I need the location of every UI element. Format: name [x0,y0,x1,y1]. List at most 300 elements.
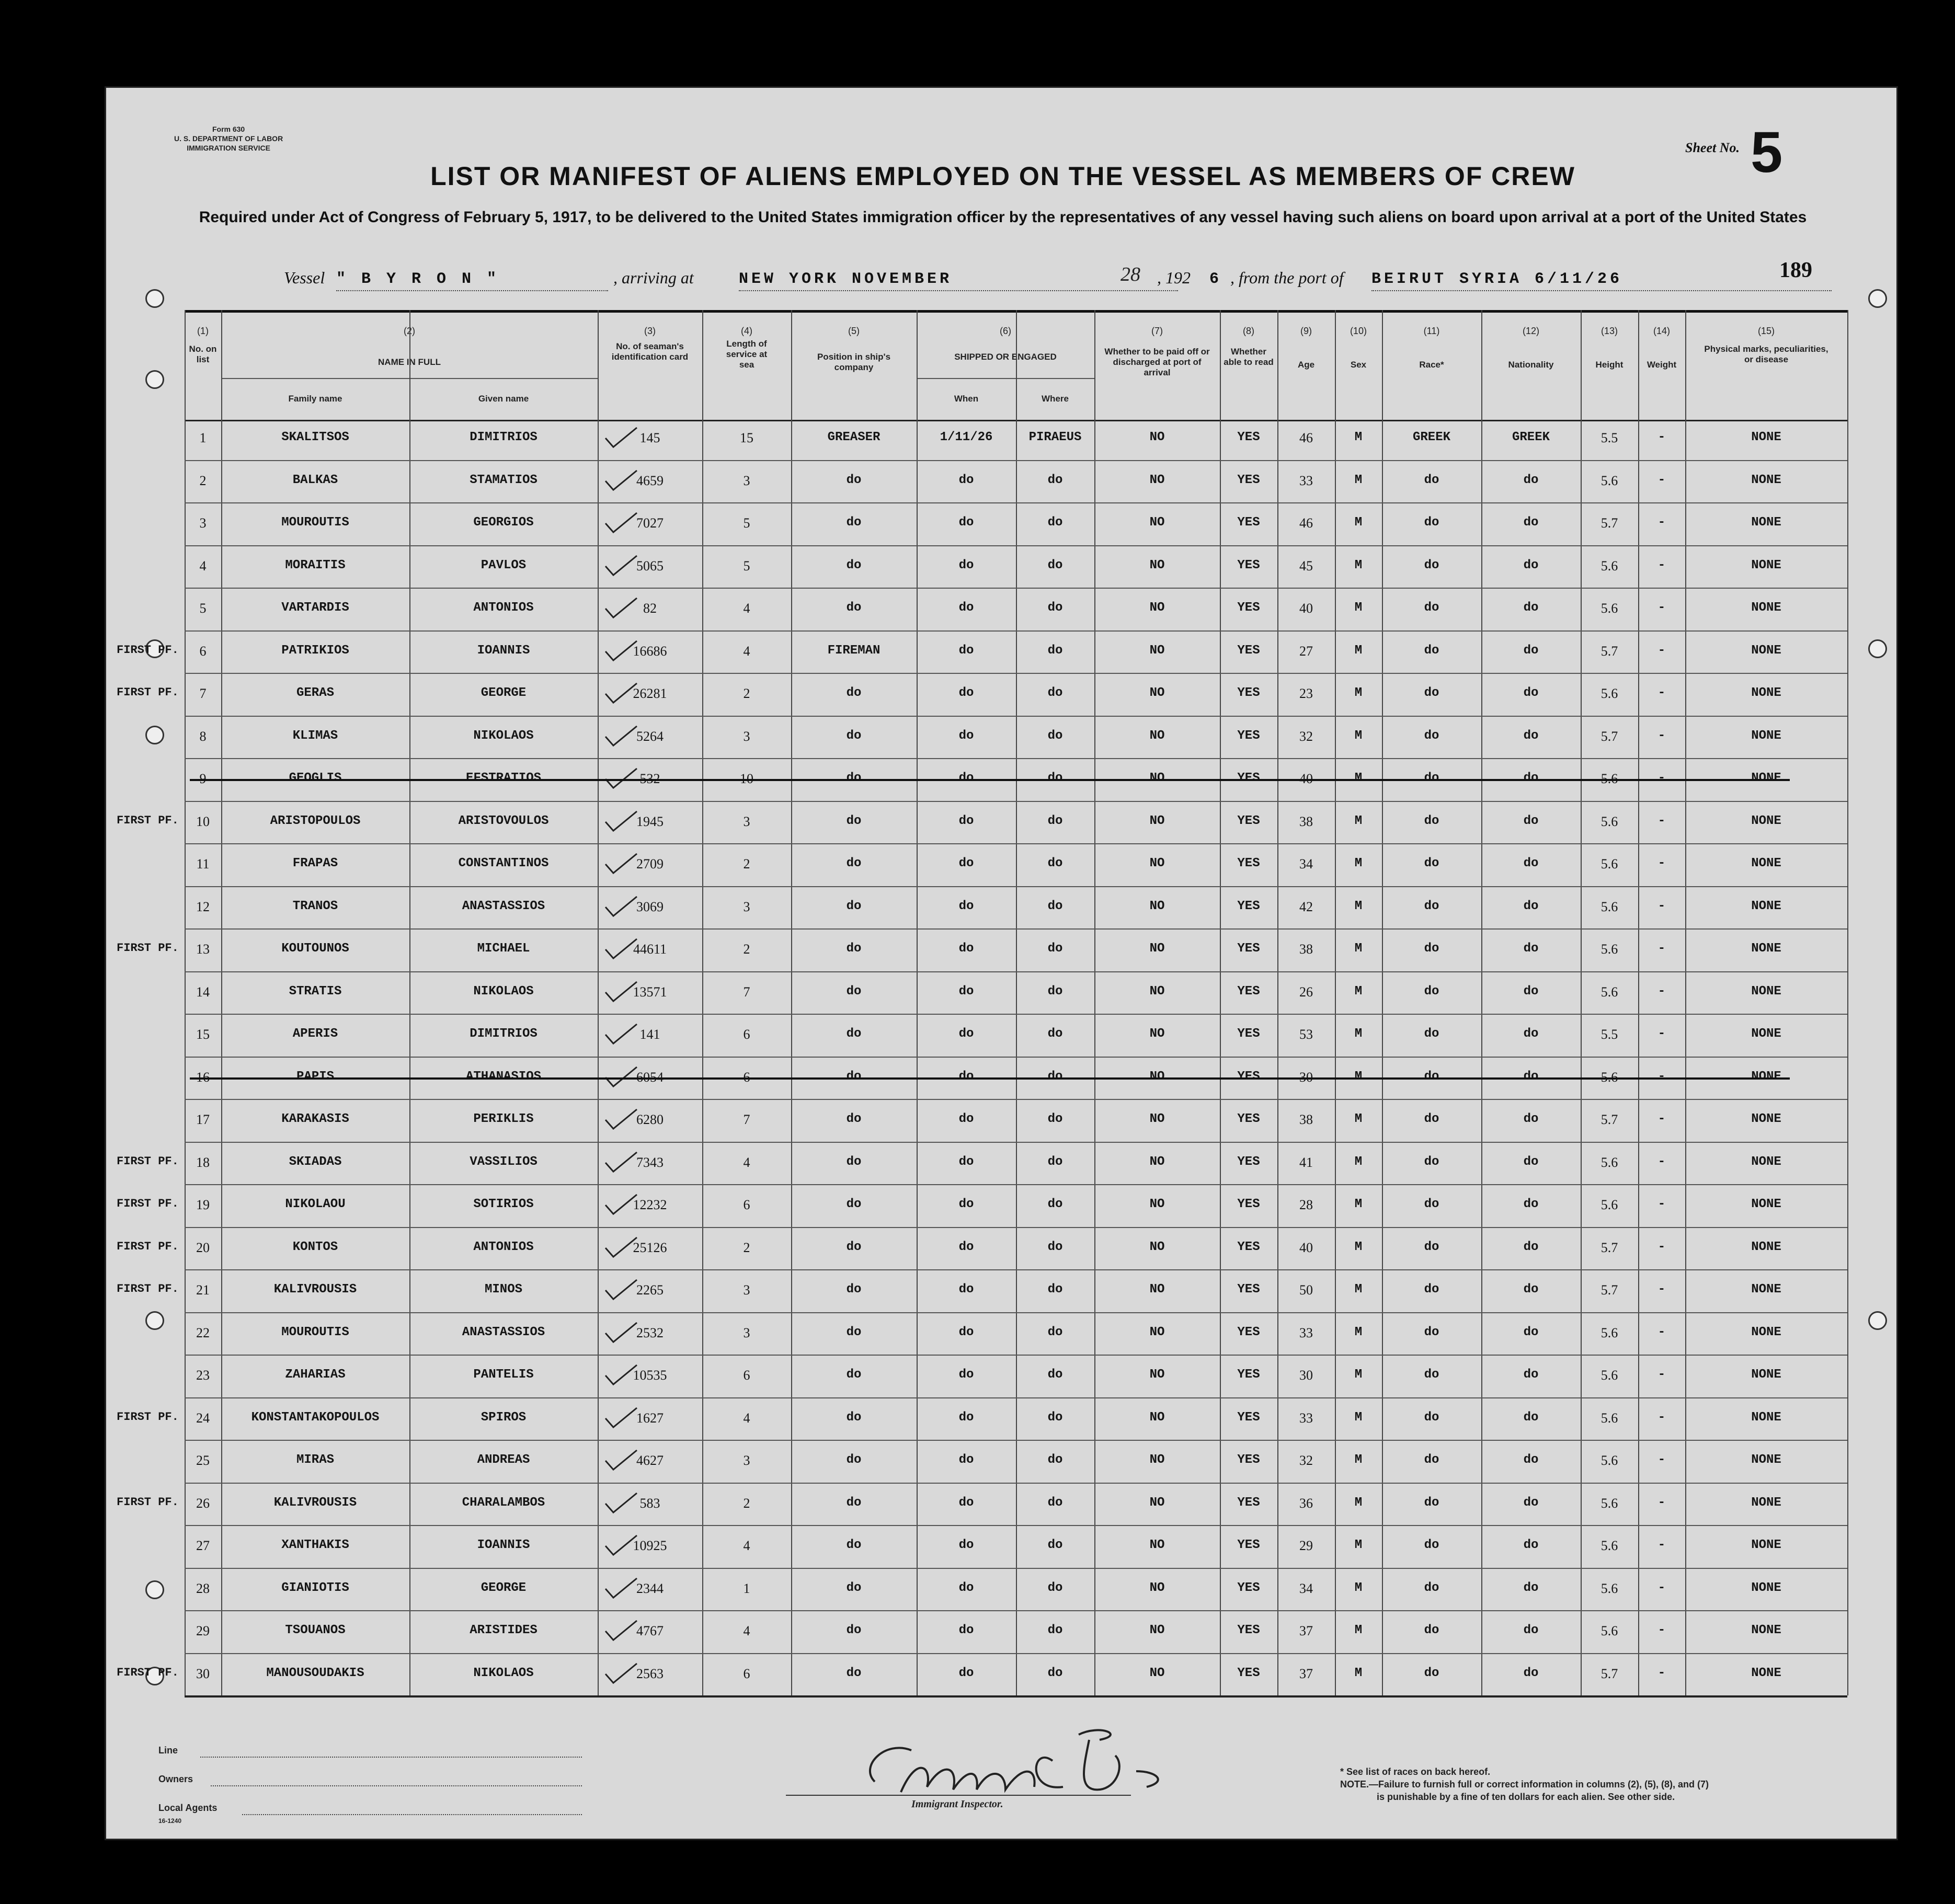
row-when: do [958,856,974,870]
row-paid: NO [1149,1410,1165,1425]
row-read: YES [1237,686,1260,700]
row-family: PATRIKIOS [281,643,349,658]
row-paid: NO [1149,1623,1165,1637]
row-height: 5.7 [1600,1666,1618,1681]
row-race: do [1424,813,1439,828]
row-service: 4 [743,643,750,659]
vessel-name: " B Y R O N " [336,270,500,288]
row-given: PERIKLIS [473,1112,534,1126]
punch-hole [145,289,164,308]
row-rule [185,1568,1847,1569]
row-where: do [1047,813,1063,828]
col13-label: Height [1595,360,1624,370]
row-when: do [958,1027,974,1041]
row-no: 11 [196,856,210,871]
row-race: do [1424,473,1439,487]
row-card: 16686 [633,643,667,659]
row-height: 5.6 [1600,1154,1618,1170]
row-rule [185,1653,1847,1654]
row-family: NIKOLAOU [285,1197,346,1211]
row-nat: do [1523,558,1539,572]
row-margin-note: FIRST PF. [117,1240,179,1253]
check-mark-icon [603,809,639,835]
row-given: PANTELIS [473,1368,534,1382]
row-service: 3 [743,813,750,829]
row-position: do [846,686,862,700]
row-read: YES [1237,515,1260,530]
row-race: do [1424,1069,1439,1084]
row-where: PIRAEUS [1028,430,1082,444]
row-when: do [958,1112,974,1126]
row-weight: - [1657,1325,1666,1339]
row-paid: NO [1149,1240,1165,1254]
check-mark-icon [603,1192,639,1218]
row-sex: M [1354,1666,1363,1680]
row-service: 10 [740,771,753,786]
row-no: 26 [196,1495,210,1511]
row-card: 12232 [633,1197,667,1212]
row-no: 19 [196,1197,210,1212]
row-position: do [846,1495,862,1510]
row-paid: NO [1149,1112,1165,1126]
row-margin-note: FIRST PF. [117,686,179,699]
row-paid: NO [1149,686,1165,700]
punch-hole [1868,289,1887,308]
row-rule [185,588,1847,589]
row-height: 5.7 [1600,1240,1618,1255]
row-marks: NONE [1751,1027,1781,1041]
row-marks: NONE [1751,1325,1781,1339]
row-card: 2532 [636,1325,664,1340]
col5-label: Position in ship's company [817,352,891,372]
row-family: APERIS [292,1027,338,1041]
column-rule [1847,310,1848,1695]
row-nat: do [1523,1069,1539,1084]
row-height: 5.6 [1600,856,1618,871]
col7-num: (7) [1151,326,1163,336]
check-mark-icon [603,1533,639,1559]
col2-given: Given name [478,394,529,404]
col2-family: Family name [288,394,342,404]
row-position: do [846,1112,862,1126]
row-age: 40 [1299,771,1313,786]
col8-num: (8) [1243,326,1254,336]
row-position: do [846,1197,862,1211]
row-marks: NONE [1751,686,1781,700]
check-mark-icon [603,468,639,494]
row-height: 5.7 [1600,1112,1618,1127]
col7-label: Whether to be paid off or discharged at port of arrival [1104,347,1210,377]
row-service: 6 [743,1197,750,1212]
row-paid: NO [1149,1154,1165,1169]
row-position: do [846,1027,862,1041]
row-race: do [1424,1623,1439,1637]
row-age: 26 [1299,984,1313,1000]
row-marks: NONE [1751,899,1781,913]
row-where: do [1047,856,1063,870]
row-height: 5.6 [1600,813,1618,829]
row-family: MOUROUTIS [281,515,349,530]
row-given: CHARALAMBOS [462,1495,545,1510]
row-no: 21 [196,1282,210,1298]
row-read: YES [1237,728,1260,743]
row-paid: NO [1149,1538,1165,1552]
row-race: do [1424,686,1439,700]
row-height: 5.6 [1600,686,1618,701]
row-age: 50 [1299,1282,1313,1298]
row-rule [185,1355,1847,1356]
row-read: YES [1237,1495,1260,1510]
row-marks: NONE [1751,558,1781,572]
row-no: 3 [199,515,207,531]
col1-label: No. on list [189,344,217,364]
row-when: do [958,1453,974,1467]
row-rule [185,630,1847,632]
row-age: 33 [1299,1410,1313,1426]
sheet-number: 5 [1751,120,1783,185]
col8-label: Whether able to read [1224,347,1274,367]
row-where: do [1047,1154,1063,1169]
row-position: FIREMAN [827,643,881,658]
row-weight: - [1657,899,1666,913]
row-read: YES [1237,1453,1260,1467]
row-nat: do [1523,515,1539,530]
row-age: 46 [1299,430,1313,445]
row-position: do [846,1368,862,1382]
row-family: BALKAS [292,473,338,487]
row-height: 5.6 [1600,942,1618,957]
row-weight: - [1657,1027,1666,1041]
row-nat: do [1523,813,1539,828]
row-marks: NONE [1751,1410,1781,1425]
row-weight: - [1657,1580,1666,1595]
row-given: ARISTOVOULOS [458,813,549,828]
row-position: do [846,1623,862,1637]
row-given: ANASTASSIOS [462,899,545,913]
check-mark-icon [603,595,639,622]
row-when: do [958,473,974,487]
row-read: YES [1237,1240,1260,1254]
row-no: 18 [196,1154,210,1170]
manifest-sheet [105,86,1898,1840]
row-height: 5.6 [1600,1368,1618,1383]
row-card: 7027 [636,515,664,531]
row-where: do [1047,1410,1063,1425]
row-where: do [1047,473,1063,487]
row-sex: M [1354,1197,1363,1211]
row-height: 5.6 [1600,1197,1618,1212]
row-service: 2 [743,686,750,701]
row-age: 34 [1299,1580,1313,1596]
row-position: do [846,899,862,913]
row-weight: - [1657,558,1666,572]
row-age: 37 [1299,1666,1313,1681]
row-where: do [1047,1538,1063,1552]
row-paid: NO [1149,558,1165,572]
row-position: do [846,1580,862,1595]
row-family: TRANOS [292,899,338,913]
row-card: 25126 [633,1240,667,1255]
row-race: do [1424,1666,1439,1680]
row-when: do [958,1666,974,1680]
row-position: do [846,601,862,615]
row-given: IOANNIS [477,643,530,658]
row-when: do [958,1069,974,1084]
row-rule [185,758,1847,759]
row-no: 24 [196,1410,210,1426]
row-paid: NO [1149,1666,1165,1680]
row-paid: NO [1149,1282,1165,1297]
row-read: YES [1237,1325,1260,1339]
row-paid: NO [1149,728,1165,743]
row-card: 2563 [636,1666,664,1681]
row-race: do [1424,1154,1439,1169]
row-family: GERAS [296,686,334,700]
row-given: NIKOLAOS [473,1666,534,1680]
row-weight: - [1657,1197,1666,1211]
row-when: do [958,984,974,999]
row-card: 4767 [636,1623,664,1638]
row-read: YES [1237,1027,1260,1041]
row-given: ARISTIDES [470,1623,538,1637]
row-height: 5.7 [1600,515,1618,531]
col12-label: Nationality [1508,360,1554,370]
row-where: do [1047,1580,1063,1595]
row-race: do [1424,1410,1439,1425]
row-family: KALIVROUSIS [273,1282,357,1297]
row-age: 29 [1299,1538,1313,1553]
row-age: 33 [1299,473,1313,488]
row-paid: NO [1149,430,1165,444]
row-service: 4 [743,1154,750,1170]
row-no: 13 [196,942,210,957]
row-no: 30 [196,1666,210,1681]
row-position: do [846,1240,862,1254]
row-service: 3 [743,473,750,488]
row-rule [185,1227,1847,1228]
row-nat: do [1523,1325,1539,1339]
row-marks: NONE [1751,1453,1781,1467]
row-margin-note: FIRST PF. [117,1154,179,1168]
row-race: do [1424,1325,1439,1339]
row-height: 5.5 [1600,1027,1618,1042]
row-when: do [958,728,974,743]
row-when: do [958,601,974,615]
row-nat: do [1523,1282,1539,1297]
row-race: do [1424,1027,1439,1041]
row-given: NIKOLAOS [473,728,534,743]
row-paid: NO [1149,984,1165,999]
row-when: do [958,771,974,785]
row-paid: NO [1149,1368,1165,1382]
row-position: do [846,942,862,956]
row-service: 2 [743,856,750,871]
col9-label: Age [1297,360,1315,370]
row-sex: M [1354,558,1363,572]
row-paid: NO [1149,1197,1165,1211]
strike-through-line [190,779,1790,781]
row-race: do [1424,643,1439,658]
row-card: 82 [643,601,657,616]
check-mark-icon [603,894,639,920]
row-position: do [846,1154,862,1169]
row-family: PAPIS [296,1069,334,1084]
row-paid: NO [1149,813,1165,828]
inspector-signature [854,1703,1178,1818]
row-nat: do [1523,771,1539,785]
row-position: do [846,984,862,999]
row-height: 5.6 [1600,1538,1618,1553]
row-weight: - [1657,1495,1666,1510]
row-sex: M [1354,1538,1363,1552]
form-meta [174,124,283,153]
row-given: CONSTANTINOS [458,856,549,870]
row-service: 6 [743,1368,750,1383]
row-weight: - [1657,1112,1666,1126]
row-height: 5.6 [1600,1325,1618,1340]
row-nat: do [1523,1368,1539,1382]
row-service: 2 [743,1495,750,1511]
row-marks: NONE [1751,643,1781,658]
row-weight: - [1657,984,1666,999]
row-service: 5 [743,558,750,574]
row-race: do [1424,1368,1439,1382]
row-paid: NO [1149,1453,1165,1467]
row-card: 4659 [636,473,664,488]
note-fine-1: NOTE.—Failure to furnish full or correct information in columns (2), (5), (8), and (7) [1340,1779,1709,1790]
punch-hole [1868,639,1887,658]
form-service: IMMIGRATION SERVICE [187,144,270,152]
col5-num: (5) [848,326,860,336]
col2-label: NAME IN FULL [378,357,441,367]
row-service: 15 [740,430,753,445]
col1-num: (1) [197,326,209,336]
row-card: 10535 [633,1368,667,1383]
row-age: 40 [1299,1240,1313,1255]
from-value: BEIRUT SYRIA 6/11/26 [1371,270,1623,288]
row-family: GIANIOTIS [281,1580,349,1595]
row-read: YES [1237,1282,1260,1297]
row-read: YES [1237,601,1260,615]
row-rule [185,1057,1847,1058]
row-age: 33 [1299,1325,1313,1340]
row-rule [185,1269,1847,1270]
row-nat: do [1523,1027,1539,1041]
row-height: 5.6 [1600,558,1618,574]
row-marks: NONE [1751,601,1781,615]
row-position: do [846,1325,862,1339]
row-card: 583 [639,1495,660,1511]
check-mark-icon [603,1022,639,1048]
row-when: do [958,1154,974,1169]
row-family: XANTHAKIS [281,1538,349,1552]
row-where: do [1047,1368,1063,1382]
row-paid: NO [1149,643,1165,658]
row-margin-note: FIRST PF. [117,813,179,827]
row-nat: do [1523,1623,1539,1637]
row-card: 44611 [633,942,667,957]
row-where: do [1047,1325,1063,1339]
row-when: do [958,1197,974,1211]
row-given: MINOS [484,1282,522,1297]
col11-label: Race* [1419,360,1444,370]
row-weight: - [1657,1368,1666,1382]
row-service: 5 [743,515,750,531]
row-family: GEOGLIS [289,771,342,785]
row-given: NIKOLAOS [473,984,534,999]
row-no: 15 [196,1027,210,1042]
row-family: FRAPAS [292,856,338,870]
row-marks: NONE [1751,1495,1781,1510]
row-age: 40 [1299,601,1313,616]
row-family: TSOUANOS [285,1623,346,1637]
row-race: do [1424,601,1439,615]
row-height: 5.5 [1600,430,1618,445]
row-where: do [1047,1197,1063,1211]
row-weight: - [1657,1410,1666,1425]
row-read: YES [1237,771,1260,785]
row-sex: M [1354,984,1363,999]
row-height: 5.6 [1600,771,1618,786]
row-weight: - [1657,1154,1666,1169]
row-service: 3 [743,728,750,744]
row-read: YES [1237,1368,1260,1382]
row-rule [185,1142,1847,1143]
row-race: do [1424,1112,1439,1126]
row-marks: NONE [1751,515,1781,530]
row-given: ANTONIOS [473,601,534,615]
row-when: do [958,813,974,828]
year-suffix: 6 [1209,270,1222,288]
row-height: 5.6 [1600,1495,1618,1511]
row-given: GEORGE [481,1580,527,1595]
row-card: 2344 [636,1580,664,1596]
row-position: do [846,813,862,828]
row-card: 6280 [636,1112,664,1127]
row-when: do [958,1282,974,1297]
row-card: 3069 [636,899,664,914]
row-card: 2265 [636,1282,664,1298]
row-marks: NONE [1751,1112,1781,1126]
check-mark-icon [603,1576,639,1602]
row-read: YES [1237,899,1260,913]
row-nat: do [1523,643,1539,658]
row-sex: M [1354,1112,1363,1126]
row-weight: - [1657,856,1666,870]
col13-num: (13) [1600,326,1618,336]
row-card: 13571 [633,984,667,1000]
row-weight: - [1657,430,1666,444]
row-marks: NONE [1751,728,1781,743]
row-weight: - [1657,771,1666,785]
row-no: 22 [196,1325,210,1340]
row-race: do [1424,1282,1439,1297]
row-service: 2 [743,942,750,957]
row-weight: - [1657,601,1666,615]
row-no: 20 [196,1240,210,1255]
col9-num: (9) [1300,326,1312,336]
row-position: do [846,728,862,743]
row-card: 141 [639,1027,660,1042]
row-read: YES [1237,856,1260,870]
row-paid: NO [1149,1027,1165,1041]
row-read: YES [1237,473,1260,487]
row-family: KONTOS [292,1240,338,1254]
row-family: ZAHARIAS [285,1368,346,1382]
row-sex: M [1354,1623,1363,1637]
row-no: 14 [196,984,210,1000]
row-position: do [846,856,862,870]
